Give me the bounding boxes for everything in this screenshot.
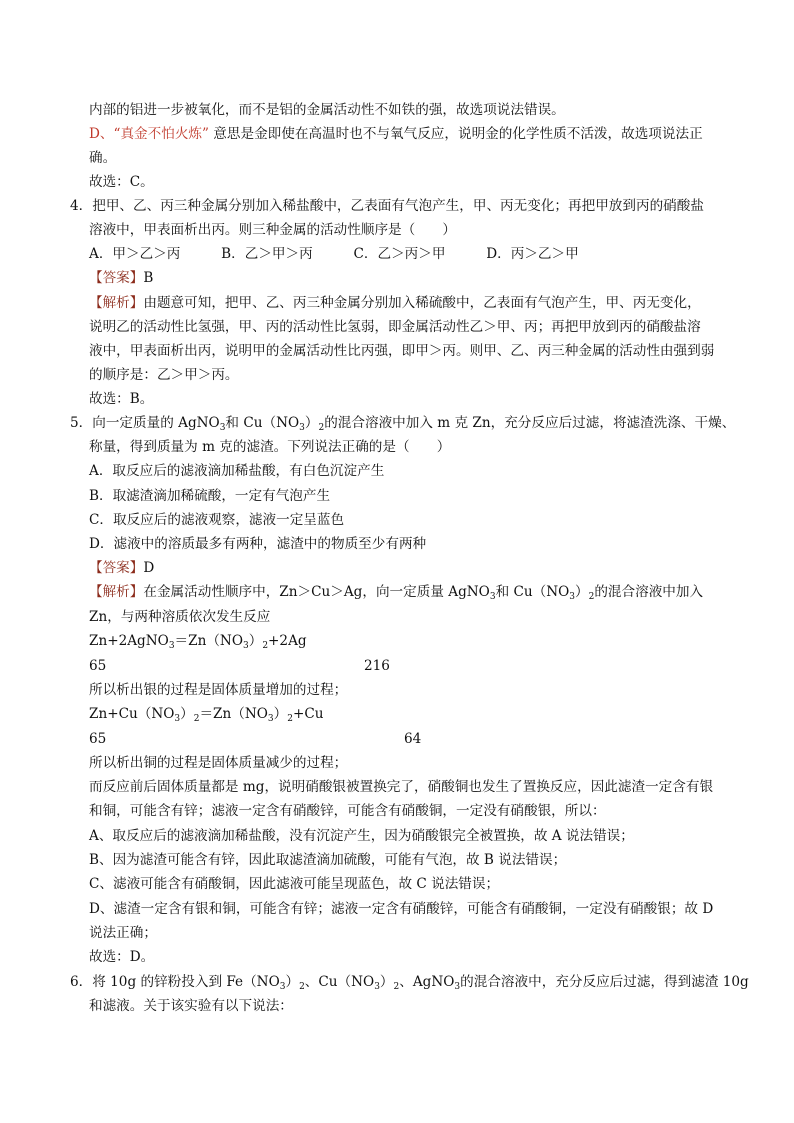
text-line: 故选：C。 bbox=[89, 174, 154, 190]
subscript: 3 bbox=[168, 641, 175, 651]
analysis-5 bbox=[89, 583, 703, 601]
answer-value: B bbox=[143, 270, 154, 286]
question-4-stem: 4．把甲、乙、丙三种金属分别加入稀盐酸中，乙表面有气泡产生，甲、丙无变化；再把甲放到丙的硝酸盐 bbox=[70, 198, 704, 214]
text-segment: 的混合溶液中加入 bbox=[594, 584, 704, 600]
text-segment: +2Ag bbox=[268, 633, 307, 649]
mass-value: 216 bbox=[364, 658, 390, 674]
text-line: 故选：D。 bbox=[89, 949, 155, 965]
text-line: A、取反应后的滤液滴加稀盐酸，没有沉淀产生，因为硝酸银完全被置换，故 A 说法错误； bbox=[89, 828, 634, 844]
subscript: 3 bbox=[219, 423, 226, 433]
subscript: 3 bbox=[242, 641, 249, 651]
mass-value: 65 bbox=[89, 658, 107, 674]
mass-value: 65 bbox=[89, 731, 107, 747]
text-line: 确。 bbox=[89, 150, 117, 166]
text-line: 故选：B。 bbox=[89, 391, 154, 407]
question-5-stem bbox=[70, 414, 735, 432]
answer-5 bbox=[89, 559, 154, 577]
text-segment: ） bbox=[304, 415, 319, 431]
quote-text: “真金不怕火炼” bbox=[113, 126, 209, 142]
answer-tag: 【答案】 bbox=[89, 270, 144, 286]
text-segment: 的混合溶液中加入 m 克 Zn，充分反应后过滤，将滤渣洗涤、干燥、 bbox=[324, 415, 736, 431]
text-segment: ） bbox=[575, 584, 589, 600]
subscript: 2 bbox=[299, 982, 305, 992]
subscript: 2 bbox=[318, 423, 325, 433]
text-segment: ） bbox=[273, 706, 288, 722]
text-segment: 的混合溶液中，充分反应后过滤，得到滤渣 10g bbox=[460, 974, 749, 990]
subscript: 3 bbox=[174, 714, 181, 724]
equation-1 bbox=[89, 632, 307, 650]
question-6-stem: 和滤液。关于该实验有以下说法： bbox=[89, 998, 293, 1014]
text-line: 说明乙的活动性比氢强，甲、丙的活动性比氢弱，即金属活动性乙＞甲、丙；再把甲放到丙的硝酸盐溶 bbox=[89, 319, 701, 335]
option-c: C．取反应后的滤液观察，滤液一定呈蓝色 bbox=[89, 512, 345, 528]
text-line: 和铜，可能含有锌；滤液一定含有硝酸锌，可能含有硝酸铜，一定没有硝酸银，所以： bbox=[89, 803, 606, 819]
analysis-4 bbox=[89, 294, 701, 312]
text-segment: 、AgNO bbox=[399, 974, 455, 990]
text-line: B、因为滤渣可能含有锌，因此取滤渣滴加硫酸，可能有气泡，故 B 说法错误； bbox=[89, 852, 567, 868]
text-segment: ） bbox=[379, 974, 394, 990]
subscript: 2 bbox=[393, 982, 400, 992]
text-segment: 5．向一定质量的 AgNO bbox=[70, 415, 220, 431]
question-5-stem: 称量，得到质量为 m 克的滤渣。下列说法正确的是（ ） bbox=[89, 439, 451, 455]
text-line bbox=[89, 125, 703, 143]
text-line: Zn，与两种溶质依次发生反应 bbox=[89, 609, 271, 625]
text-line: 说法正确； bbox=[89, 925, 157, 941]
subscript: 3 bbox=[489, 592, 496, 602]
subscript: 3 bbox=[299, 423, 305, 433]
option-d: D．滤液中的溶质最多有两种，滤渣中的物质至少有两种 bbox=[89, 536, 427, 552]
subscript: 3 bbox=[279, 982, 286, 992]
text-segment: Zn+Cu（NO bbox=[89, 706, 175, 722]
subscript: 2 bbox=[287, 714, 293, 724]
text-segment: 和 Cu（NO bbox=[225, 415, 300, 431]
option-b: B．取滤渣滴加稀硫酸，一定有气泡产生 bbox=[89, 488, 331, 504]
question-4-options: A．甲＞乙＞丙 B．乙＞甲＞丙 C．乙＞丙＞甲 D．丙＞乙＞甲 bbox=[89, 246, 579, 262]
text-line: 液中，甲表面析出丙，说明甲的金属活动性比丙强，即甲＞丙。则甲、乙、丙三种金属的活动性由强到弱 bbox=[89, 343, 715, 359]
text-segment: 和 Cu（NO bbox=[495, 584, 570, 600]
subscript: 3 bbox=[374, 982, 380, 992]
question-6-stem bbox=[70, 973, 749, 991]
text-segment: ＝Zn（NO bbox=[174, 633, 243, 649]
answer-value: D bbox=[143, 560, 155, 576]
text-segment: Zn+2AgNO bbox=[89, 633, 169, 649]
subscript: 3 bbox=[569, 592, 576, 602]
text-segment: ） bbox=[285, 974, 300, 990]
text-segment: 、Cu（NO bbox=[304, 974, 375, 990]
subscript: 2 bbox=[588, 592, 595, 602]
text-line: 所以析出银的过程是固体质量增加的过程； bbox=[89, 682, 348, 698]
text-segment: +Cu bbox=[292, 706, 324, 722]
text-segment: ） bbox=[248, 633, 263, 649]
text-segment: 由题意可知，把甲、乙、丙三种金属分别加入稀硫酸中，乙表面有气泡产生，甲、丙无变化， bbox=[143, 295, 701, 311]
mass-value: 64 bbox=[404, 731, 422, 747]
equation-2 bbox=[89, 705, 324, 723]
text-segment: ＝Zn（NO bbox=[199, 706, 268, 722]
subscript: 3 bbox=[267, 714, 274, 724]
option-a: A．取反应后的滤液滴加稀盐酸，有白色沉淀产生 bbox=[89, 463, 385, 479]
text-line: C、滤液可能含有硝酸铜，因此滤液可能呈现蓝色，故 C 说法错误； bbox=[89, 876, 500, 892]
text-line: 内部的铝进一步被氧化，而不是铝的金属活动性不如铁的强，故选项说法错误。 bbox=[89, 102, 565, 118]
text-line: 而反应前后固体质量都是 mg，说明硝酸银被置换完了，硝酸铜也发生了置换反应，因此滤渣一定含有银 bbox=[89, 779, 714, 795]
text-segment: ） bbox=[180, 706, 194, 722]
question-4-stem: 溶液中，甲表面析出丙。则三种金属的活动性顺序是（ ） bbox=[89, 222, 457, 238]
text-line: 所以析出铜的过程是固体质量减少的过程； bbox=[89, 755, 348, 771]
answer-tag: 【答案】 bbox=[89, 560, 144, 576]
subscript: 2 bbox=[262, 641, 269, 651]
option-label: D、 bbox=[89, 126, 114, 142]
text-segment: 6．将 10g 的锌粉投入到 Fe（NO bbox=[70, 974, 280, 990]
analysis-tag: 【解析】 bbox=[89, 584, 144, 600]
text-segment: 意思是金即使在高温时也不与氧气反应，说明金的化学性质不活泼，故选项说法正 bbox=[208, 126, 703, 142]
subscript: 3 bbox=[454, 982, 461, 992]
text-line: 的顺序是：乙＞甲＞丙。 bbox=[89, 367, 239, 383]
analysis-tag: 【解析】 bbox=[89, 295, 144, 311]
text-line: D、滤渣一定含有银和铜，可能含有锌；滤液一定含有硝酸锌，可能含有硝酸铜，一定没有硝酸银；故 D bbox=[89, 901, 714, 917]
subscript: 2 bbox=[193, 714, 200, 724]
text-segment: 在金属活动性顺序中，Zn＞Cu＞Ag，向一定质量 AgNO bbox=[143, 584, 490, 600]
answer-4 bbox=[89, 269, 153, 287]
